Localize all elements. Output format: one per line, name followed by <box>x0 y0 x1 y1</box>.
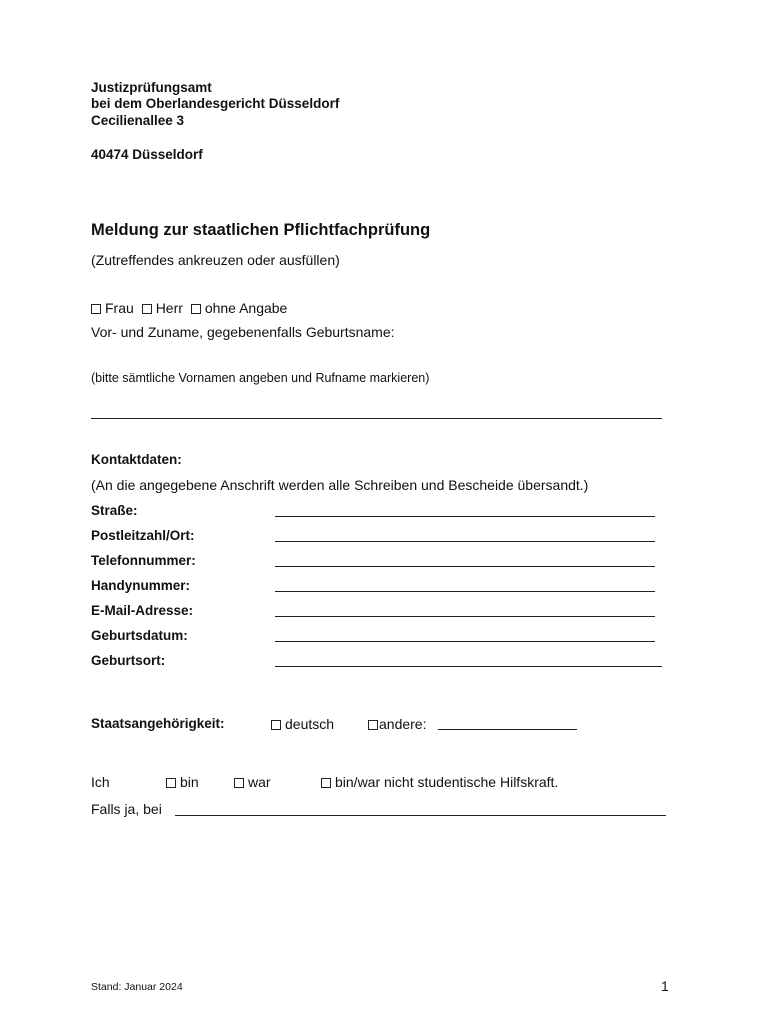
assistant-war[interactable]: war <box>234 774 271 790</box>
field-geburtsort-line[interactable] <box>275 666 662 667</box>
address-line-3: Cecilienallee 3 <box>91 113 185 128</box>
nationality-deutsch[interactable]: deutsch <box>271 716 334 732</box>
field-telefon-line[interactable] <box>275 566 655 567</box>
salutation-herr[interactable]: Herr <box>142 300 183 316</box>
field-geburtsdatum-line[interactable] <box>275 641 655 642</box>
salutation-group <box>91 300 291 316</box>
label-geburtsort: Geburtsort: <box>91 653 166 668</box>
form-subtitle: (Zutreffendes ankreuzen oder ausfüllen) <box>91 252 340 268</box>
assistant-falls-ja-line[interactable] <box>175 815 666 816</box>
checkbox-ohne-angabe[interactable] <box>191 304 201 314</box>
salutation-frau[interactable]: Frau <box>91 300 134 316</box>
address-line-2: bei dem Oberlandesgericht Düsseldorf <box>91 96 340 111</box>
label-plz-ort: Postleitzahl/Ort: <box>91 528 195 543</box>
label-email: E-Mail-Adresse: <box>91 603 194 618</box>
label-telefon: Telefonnummer: <box>91 553 196 568</box>
assistant-lead: Ich <box>91 774 110 790</box>
nationality-label: Staatsangehörigkeit: <box>91 716 225 731</box>
field-email-line[interactable] <box>275 616 655 617</box>
assistant-nicht[interactable]: bin/war nicht studentische Hilfskraft. <box>321 774 558 790</box>
name-label: Vor- und Zuname, gegebenenfalls Geburtsname: <box>91 324 395 340</box>
checkbox-nicht[interactable] <box>321 778 331 788</box>
form-title: Meldung zur staatlichen Pflichtfachprüfung <box>91 221 431 239</box>
assistant-falls-ja: Falls ja, bei <box>91 801 162 817</box>
assistant-bin[interactable]: bin <box>166 774 199 790</box>
field-plz-ort-line[interactable] <box>275 541 655 542</box>
footer-stand: Stand: Januar 2024 <box>91 981 183 993</box>
checkbox-herr[interactable] <box>142 304 152 314</box>
field-strasse-line[interactable] <box>275 516 655 517</box>
address-city: 40474 Düsseldorf <box>91 147 203 162</box>
name-hint: (bitte sämtliche Vornamen angeben und Rufname markieren) <box>91 371 430 385</box>
contact-heading: Kontaktdaten: <box>91 452 182 467</box>
checkbox-frau[interactable] <box>91 304 101 314</box>
nationality-andere-line[interactable] <box>438 729 577 730</box>
label-geburtsdatum: Geburtsdatum: <box>91 628 188 643</box>
nationality-andere[interactable]: andere: <box>368 716 426 732</box>
checkbox-bin[interactable] <box>166 778 176 788</box>
page-number: 1 <box>661 978 669 994</box>
checkbox-deutsch[interactable] <box>271 720 281 730</box>
name-input-line[interactable] <box>91 418 662 419</box>
address-line-1: Justizprüfungsamt <box>91 80 212 95</box>
checkbox-war[interactable] <box>234 778 244 788</box>
field-handy-line[interactable] <box>275 591 655 592</box>
label-strasse: Straße: <box>91 503 138 518</box>
checkbox-andere[interactable] <box>368 720 378 730</box>
label-handy: Handynummer: <box>91 578 191 593</box>
salutation-ohne-angabe[interactable]: ohne Angabe <box>191 300 288 316</box>
contact-note: (An die angegebene Anschrift werden alle Schreiben und Bescheide übersandt.) <box>91 477 589 493</box>
